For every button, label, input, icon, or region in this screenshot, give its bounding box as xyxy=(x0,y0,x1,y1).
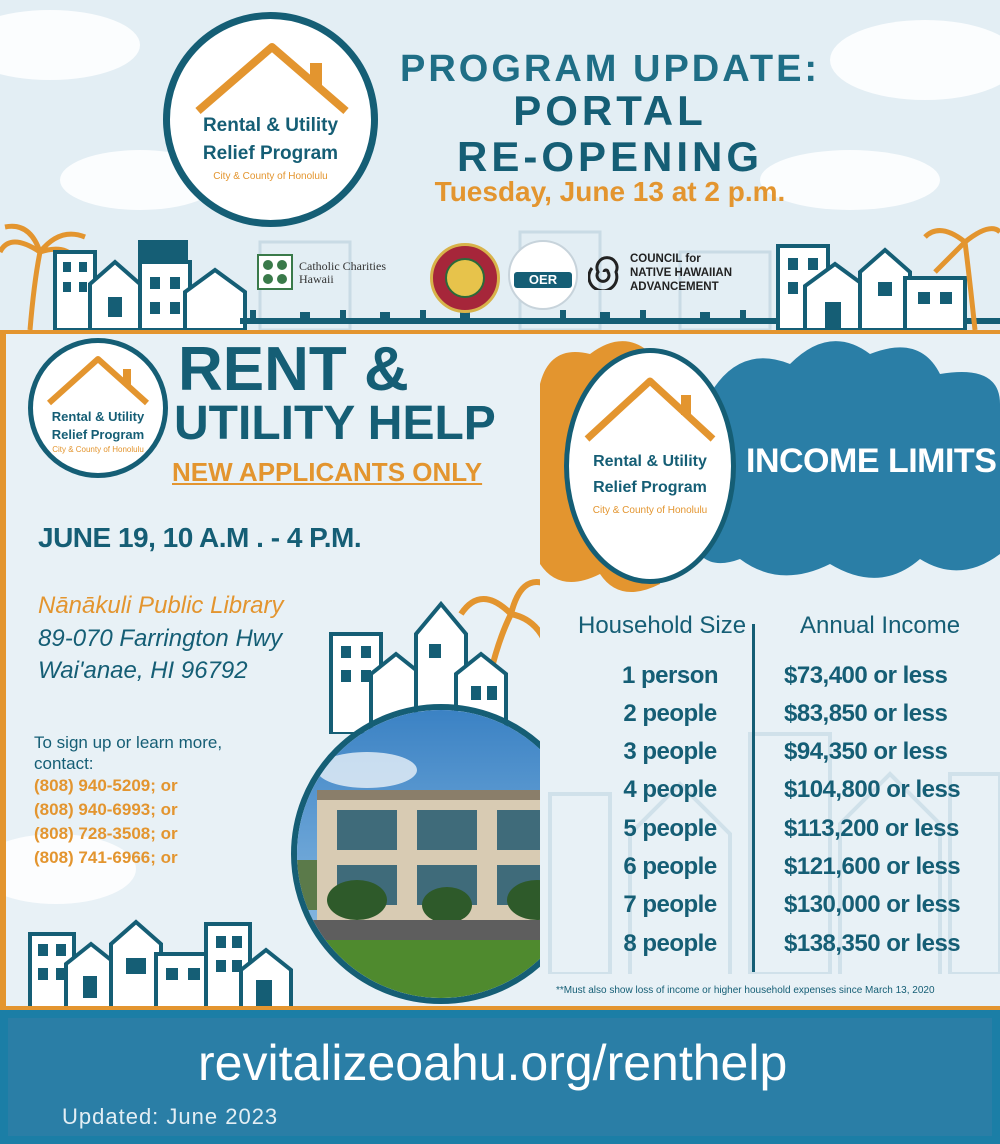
banner-subheading-line2: RE-OPENING xyxy=(456,133,764,180)
house-roof-icon xyxy=(45,353,151,407)
cloud-decoration xyxy=(0,10,140,80)
banner-date: Tuesday, June 13 at 2 p.m. xyxy=(434,176,786,207)
buildings-illustration xyxy=(26,914,316,1010)
catholic-charities-icon xyxy=(257,254,293,290)
website-link[interactable]: revitalizeoahu.org/renthelp xyxy=(198,1035,788,1091)
top-banner xyxy=(0,0,1000,330)
logo-line1: Rental & Utility xyxy=(51,409,145,424)
event-venue: Nānākuli Public Library xyxy=(38,592,284,619)
catholic-charities-line1: Catholic Charities xyxy=(299,259,386,273)
table-row-size: 4 people xyxy=(623,776,717,803)
logo-line2: Relief Program xyxy=(51,427,145,442)
cnha-line2: NATIVE HAWAIIAN xyxy=(630,267,733,279)
panel-title-line2: UTILITY HELP xyxy=(174,397,496,450)
event-time: JUNE 19, 10 A.M . - 4 P.M. xyxy=(38,522,362,553)
banner-heading: PROGRAM UPDATE: xyxy=(400,48,821,90)
banner-subheading xyxy=(400,88,820,180)
banner-subheading-line1: PORTAL xyxy=(513,87,707,134)
column-divider xyxy=(752,624,755,972)
event-address-line1: 89-070 Farrington Hwy xyxy=(38,625,283,652)
table-row-income: $138,350 or less xyxy=(784,930,961,957)
table-row-income: $73,400 or less xyxy=(784,662,948,689)
logo-line3: City & County of Honolulu xyxy=(213,171,328,182)
cnha-line3: ADVANCEMENT xyxy=(630,281,719,293)
logo-line1: Rental & Utility xyxy=(202,115,339,136)
eligibility-footnote: **Must also show loss of income or higher household expenses since March 13, 2020 xyxy=(556,985,935,996)
cnha-text xyxy=(630,252,732,294)
partner-logo-catholic-charities xyxy=(255,252,430,292)
table-row-size: 2 people xyxy=(623,700,717,727)
cloud-decoration xyxy=(0,834,136,904)
logo-line3: City & County of Honolulu xyxy=(592,505,708,516)
table-row-income: $130,000 or less xyxy=(784,891,961,918)
updated-date: Updated: June 2023 xyxy=(62,1104,279,1129)
house-roof-icon xyxy=(192,37,352,117)
rent-help-panel xyxy=(0,330,540,1010)
table-row-size: 1 person xyxy=(621,662,719,689)
house-roof-icon xyxy=(583,375,717,443)
logo-line3: City & County of Honolulu xyxy=(52,445,144,454)
annual-income-header: Annual Income xyxy=(800,612,961,639)
spiral-icon xyxy=(588,254,624,290)
table-row-income: $94,350 or less xyxy=(784,738,948,765)
contact-phone[interactable]: (808) 728-3508; or xyxy=(34,824,178,843)
table-row-size: 3 people xyxy=(623,738,717,765)
catholic-charities-text xyxy=(299,260,386,286)
income-limits-title: INCOME LIMITS xyxy=(746,442,997,480)
skyline-illustration xyxy=(0,222,1000,330)
table-row-size: 7 people xyxy=(623,891,717,918)
table-row-income: $121,600 or less xyxy=(784,853,961,880)
cloud-decoration xyxy=(830,20,1000,100)
catholic-charities-line2: Hawaii xyxy=(299,272,334,286)
contact-phone[interactable]: (808) 940-6993; or xyxy=(34,800,178,819)
library-building-image xyxy=(297,710,540,1004)
table-row-size: 8 people xyxy=(623,930,717,957)
table-row-income: $104,800 or less xyxy=(784,776,961,803)
partner-logo-cnha xyxy=(588,250,768,296)
program-logo xyxy=(28,338,168,478)
footer-banner xyxy=(0,1010,1000,1144)
panel-title-line1: RENT & xyxy=(178,335,409,404)
oer-label: OER xyxy=(514,272,572,288)
footer-inner xyxy=(8,1018,992,1136)
household-size-header: Household Size xyxy=(578,612,747,639)
income-limits-panel xyxy=(540,330,1000,1010)
table-row-income: $83,850 or less xyxy=(784,700,948,727)
seal-center xyxy=(445,258,485,298)
contact-phone[interactable]: (808) 741-6966; or xyxy=(34,848,178,867)
city-county-seal-icon xyxy=(430,243,500,313)
table-row-income: $113,200 or less xyxy=(784,815,959,842)
cnha-line1: COUNCIL for xyxy=(630,253,701,265)
panel-subtitle: NEW APPLICANTS ONLY xyxy=(172,457,483,487)
event-address-line2: Wai'anae, HI 96792 xyxy=(38,657,248,684)
program-logo xyxy=(163,12,378,227)
logo-line1: Rental & Utility xyxy=(593,453,707,470)
logo-line2: Relief Program xyxy=(593,479,707,496)
library-photo xyxy=(291,704,540,1004)
partner-logo-oer xyxy=(508,240,578,310)
logo-line2: Relief Program xyxy=(202,143,339,164)
table-row-size: 5 people xyxy=(623,815,717,842)
table-row-size: 6 people xyxy=(623,853,717,880)
contact-phone[interactable]: (808) 940-5209; or xyxy=(34,776,178,795)
contact-intro: To sign up or learn more, contact: xyxy=(34,733,223,773)
program-logo xyxy=(564,348,736,584)
